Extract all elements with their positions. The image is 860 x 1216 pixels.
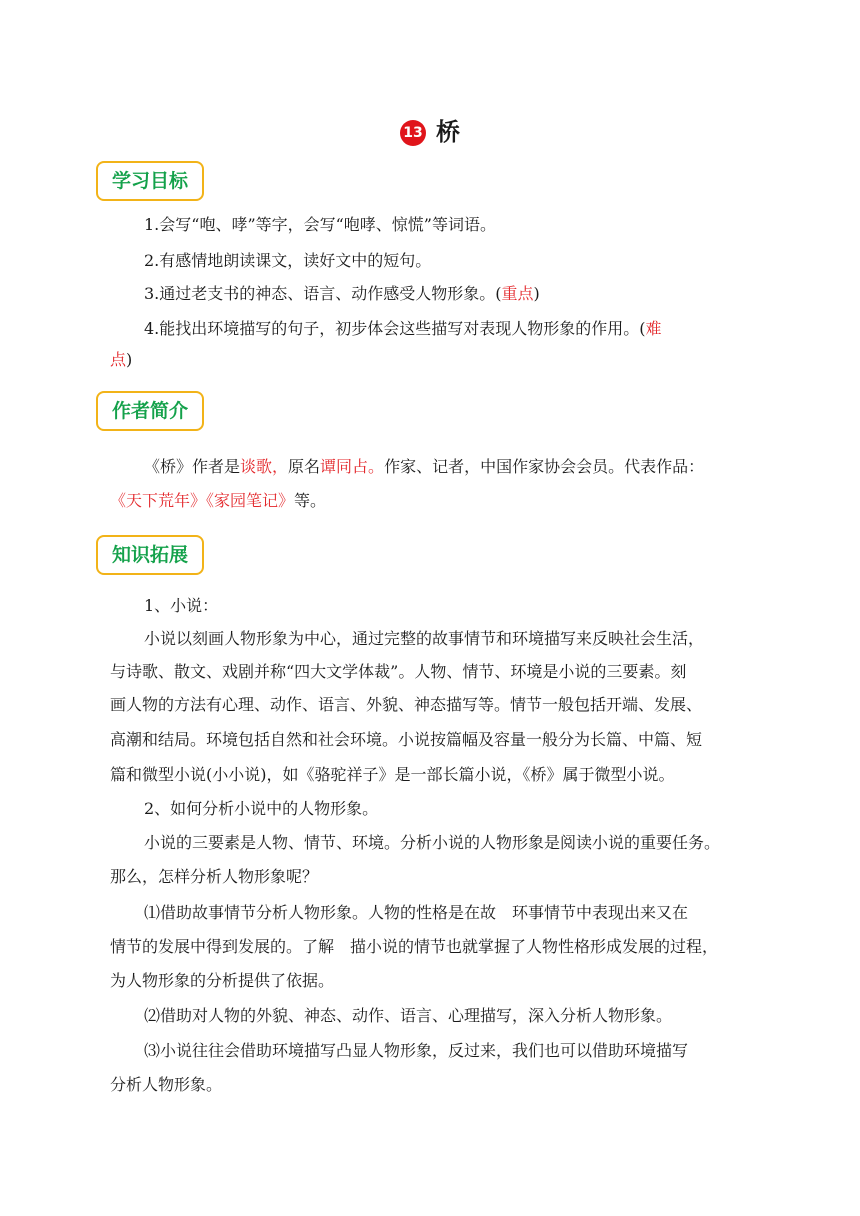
author-intro: 《桥》作者是 — [144, 457, 241, 476]
knowledge-line: 画人物的方法有心理、动作、语言、外貌、神态描写等。情节一般包括开端、发展、 — [110, 695, 703, 714]
knowledge-line: 小说的三要素是人物、情节、环境。分析小说的人物形象是阅读小说的重要任务。 — [144, 833, 721, 852]
goal-2: 2.有感情地朗读课文，读好文中的短句。 — [144, 251, 432, 270]
author-works: 《天下荒年》《家园笔记》 — [110, 491, 295, 510]
author-name: 谈歌， — [240, 457, 289, 476]
goal-3 — [144, 284, 540, 304]
knowledge-line: ⑵借助对人物的外貌、神态、动作、语言、心理描写，深入分析人物形象。 — [144, 1006, 673, 1025]
goal-3-close: ) — [533, 284, 540, 303]
author-works-end: 等。 — [294, 491, 327, 510]
goal-4-difficulty-tag-b: 点 — [110, 350, 127, 369]
knowledge-line: 为人物形象的分析提供了依据。 — [110, 971, 335, 990]
author-description: 作家、记者，中国作家协会会员。代表作品： — [384, 457, 705, 476]
section-goals-heading: 学习目标 — [96, 161, 204, 201]
knowledge-line: 那么，怎样分析人物形象呢？ — [110, 867, 319, 886]
goal-4-text: 4.能找出环境描写的句子，初步体会这些描写对表现人物形象的作用。( — [144, 319, 646, 338]
author-original-label: 原名 — [288, 457, 321, 476]
author-real-name: 谭同占。 — [320, 457, 385, 476]
author-paragraph-line-1 — [144, 457, 704, 477]
goal-1: 1.会写“咆、哮”等字，会写“咆哮、惊慌”等词语。 — [144, 215, 496, 234]
knowledge-line: 篇和微型小说(小小说)，如《骆驼祥子》是一部长篇小说，《桥》属于微型小说。 — [110, 765, 675, 784]
goal-4-difficulty-tag-a: 难 — [645, 319, 662, 338]
knowledge-heading-1: 1、小说： — [144, 596, 219, 615]
lesson-title-text: 桥 — [436, 118, 460, 146]
knowledge-line: ⑶小说往往会借助环境描写凸显人物形象，反过来，我们也可以借助环境描写 — [144, 1041, 689, 1060]
lesson-title — [0, 112, 860, 147]
goal-4-close: ) — [126, 350, 133, 369]
goal-3-text: 3.通过老支书的神态、语言、动作感受人物形象。( — [144, 284, 502, 303]
goal-4-continued — [110, 350, 132, 370]
knowledge-line: 分析人物形象。 — [110, 1075, 223, 1094]
goal-4 — [144, 319, 662, 339]
knowledge-line: 小说以刻画人物形象为中心，通过完整的故事情节和环境描写来反映社会生活， — [144, 629, 705, 648]
knowledge-heading-2: 2、如何分析小说中的人物形象。 — [144, 799, 379, 818]
author-paragraph-line-2 — [110, 491, 326, 511]
goal-3-key-tag: 重点 — [501, 284, 534, 303]
lesson-number-badge: 13 — [400, 120, 426, 146]
knowledge-line: 高潮和结局。环境包括自然和社会环境。小说按篇幅及容量一般分为长篇、中篇、短 — [110, 730, 703, 749]
knowledge-line: ⑴借助故事情节分析人物形象。人物的性格是在故 环事情节中表现出来又在 — [144, 903, 689, 922]
knowledge-line: 与诗歌、散文、戏剧并称“四大文学体裁”。人物、情节、环境是小说的三要素。刻 — [110, 662, 687, 681]
knowledge-line: 情节的发展中得到发展的。了解 描小说的情节也就掌握了人物性格形成发展的过程， — [110, 937, 719, 956]
section-knowledge-heading: 知识拓展 — [96, 535, 204, 575]
section-author-heading: 作者简介 — [96, 391, 204, 431]
